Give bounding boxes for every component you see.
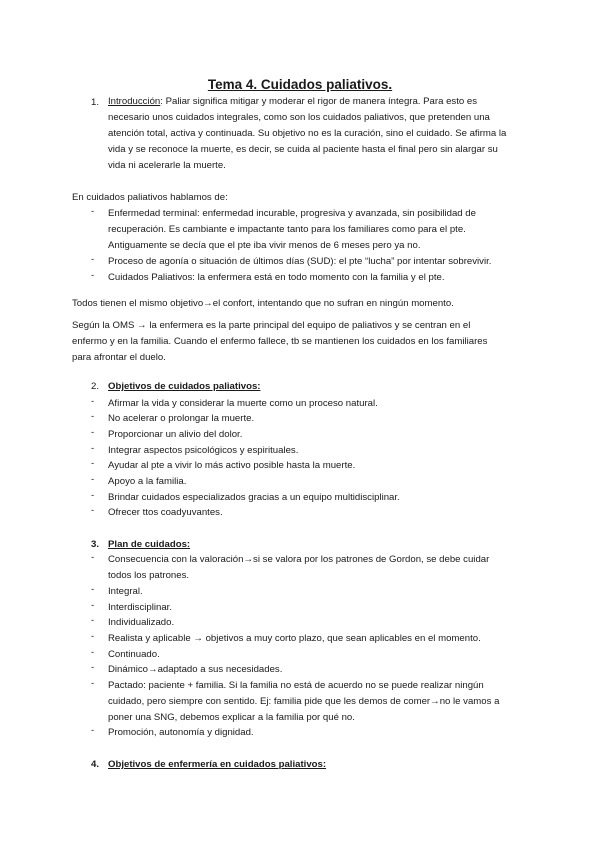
intro-line-2: necesario unos cuidados integrales, como son los cuidados paliativos, que pretenden una [108,112,490,123]
talk-item-2: Proceso de agonía o situación de últimos días (SUD): el pte “lucha” por intentar sobrevivir. [108,256,492,267]
dash: - [91,552,95,563]
nursing-heading: Objetivos de enfermería en cuidados paliativos: [108,759,327,770]
objectives-heading: Objetivos de cuidados paliativos: [108,381,261,392]
dash: - [91,396,95,407]
dash: - [91,411,95,422]
intro-line-5: vida ni acelerarle la muerte. [108,160,226,171]
dash: - [91,270,95,281]
dash: - [91,725,95,736]
page-title: Tema 4. Cuidados paliativos. [207,77,393,92]
objective-item: Proporcionar un alivio del dolor. [108,429,243,440]
plan-item: Interdisciplinar. [108,602,172,613]
dash: - [91,615,95,626]
plan-item-1-line-1: Consecuencia con la valoración→si se valora por los patrones de Gordon, se debe cuidar [108,554,490,565]
section-4-number: 4. [91,759,100,770]
dash: - [91,600,95,611]
intro-heading: Introducción [108,96,161,107]
plan-item-8-line-1: Pactado: paciente + familia. Si la familia no está de acuerdo no se puede realizar ningún [108,680,484,691]
talk-item-3: Cuidados Paliativos: la enfermera está en todo momento con la familia y el pte. [108,272,445,283]
objective-item: Ayudar al pte a vivir lo más activo posible hasta la muerte. [108,460,356,471]
intro-line-3: atención total, activa y continuada. Su objetivo no es la curación, sino el cuidado. Se afirma la [108,128,507,139]
plan-item: Individualizado. [108,617,175,628]
intro-line-4: vida y se reconoce la muerte, es decir, se cuida al paciente hasta el final pero sin alargar su [108,144,498,155]
objective-item: Integrar aspectos psicológicos y espirituales. [108,445,299,456]
objective-item: Apoyo a la familia. [108,476,187,487]
section-2-number: 2. [91,381,100,392]
dash: - [91,678,95,689]
objective-item: Ofrecer ttos coadyuvantes. [108,507,223,518]
section-3-number: 3. [91,539,100,550]
plan-heading: Plan de cuidados: [108,539,191,550]
plan-item-8-line-3: poner una SNG, debemos explicar a la familia por qué no. [108,712,355,723]
dash: - [91,505,95,516]
talk-item-1-line-1: Enfermedad terminal: enfermedad incurable, progresiva y avanzada, sin posibilidad de [108,208,476,219]
intro-line-1: Introducción: Paliar significa mitigar y moderar el rigor de manera íntegra. Para esto es [108,96,477,107]
dash: - [91,647,95,658]
plan-item: Continuado. [108,649,160,660]
plan-item: Dinámico→adaptado a sus necesidades. [108,664,283,675]
dash: - [91,254,95,265]
objective-item: Afirmar la vida y considerar la muerte como un proceso natural. [108,398,378,409]
dash: - [91,584,95,595]
dash: - [91,474,95,485]
dash: - [91,631,95,642]
plan-item: Realista y aplicable → objetivos a muy corto plazo, que sean aplicables en el momento. [108,633,481,644]
objective-item: No acelerar o prolongar la muerte. [108,413,255,424]
dash: - [91,443,95,454]
dash: - [91,427,95,438]
oms-line-2: enfermo y en la familia. Cuando el enfermo fallece, tb se mantienen los cuidados en los familiares [72,336,488,347]
plan-item-8-line-2: cuidado, pero siempre con sentido. Ej: familia pide que les demos de comer→no le vamos a [108,696,500,707]
dash: - [91,206,95,217]
talk-item-1-line-2: recuperación. Es cambiante e impactante tanto para los familiares como para el pte. [108,224,466,235]
plan-item: Promoción, autonomía y dignidad. [108,727,254,738]
plan-item-1-line-2: todos los patrones. [108,570,190,581]
oms-line-3: para afrontar el duelo. [72,352,166,363]
talk-lead: En cuidados paliativos hablamos de: [72,192,228,203]
objective-item: Brindar cuidados especializados gracias a un equipo multidisciplinar. [108,492,400,503]
plan-item: Integral. [108,586,143,597]
dash: - [91,662,95,673]
talk-item-1-line-3: Antiguamente se decía que el pte iba vivir menos de 6 meses pero ya no. [108,240,421,251]
same-goal-paragraph: Todos tienen el mismo objetivo→el confort, intentando que no sufran en ningún momento. [72,298,454,309]
dash: - [91,490,95,501]
section-1-number: 1. [91,97,100,108]
dash: - [91,458,95,469]
oms-line-1: Según la OMS → la enfermera es la parte principal del equipo de paliativos y se centran en el [72,320,471,331]
